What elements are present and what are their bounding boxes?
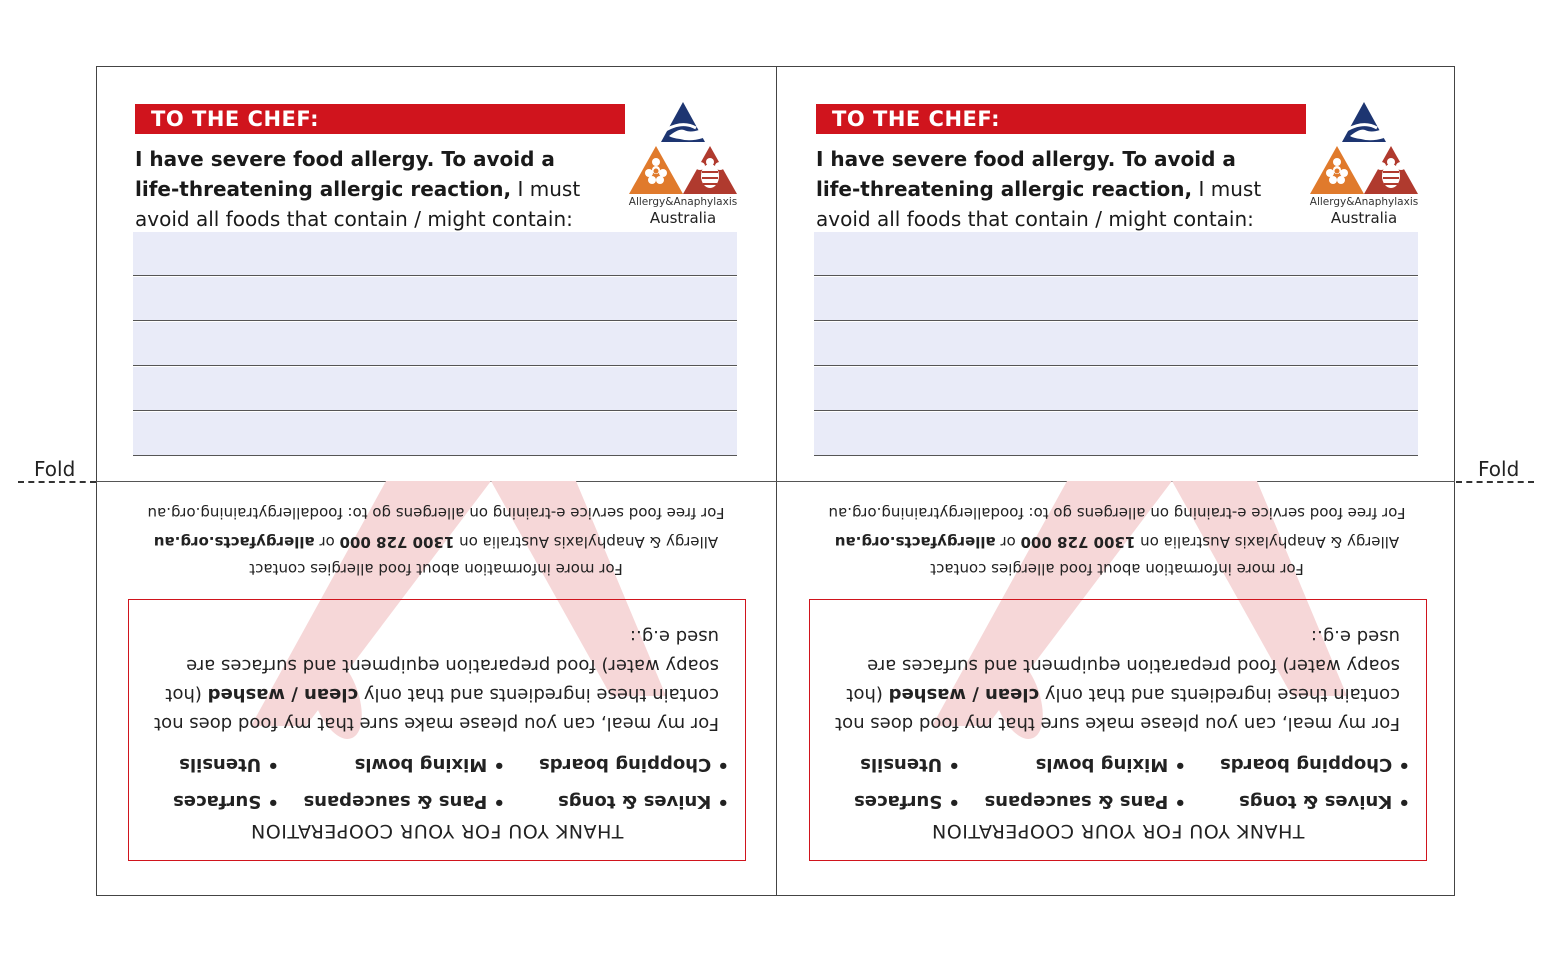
contact-info <box>777 533 1457 551</box>
allergen-line[interactable] <box>814 277 1418 321</box>
training-info: For free food service e-training on allergens go to: foodallergytraining.org.au <box>147 504 725 522</box>
thank-you-heading: THANK YOU FOR YOUR COOPERATION <box>931 820 1305 842</box>
more-info: For more information about food allergies contact <box>930 560 1304 578</box>
fold-label-right: Fold <box>1478 457 1520 481</box>
bullet-item: • Chopping boards <box>539 754 729 775</box>
chef-instructions-box <box>128 599 746 861</box>
chef-card-right <box>777 66 1457 896</box>
logo-triangles-icon <box>624 98 742 198</box>
contact-prefix: Allergy & Anaphylaxis Australia on <box>454 533 719 551</box>
bullet-item: • Mixing bowls <box>1035 754 1186 775</box>
website: allergyfacts.org.au <box>153 533 315 551</box>
allergen-line[interactable] <box>133 232 737 276</box>
bullet-item: • Surfaces <box>853 791 960 812</box>
bullet-text: Pans & saucepans <box>984 791 1169 812</box>
bullet-text: Chopping boards <box>539 754 712 775</box>
allergy-anaphylaxis-logo <box>624 98 742 230</box>
website: allergyfacts.org.au <box>834 533 996 551</box>
chef-card-left <box>96 66 776 896</box>
contact-or: or <box>995 533 1021 551</box>
intro-rest: I must avoid all foods that contain / might contain: <box>135 177 581 231</box>
para-part-a: For my meal, can you please make sure that my food does not contain these ingredients and that only <box>154 684 719 734</box>
bullet-text: Mixing bowls <box>354 754 488 775</box>
allergen-writing-lines <box>814 232 1418 457</box>
para-part-b: (hot soapy water) food preparation equipment and surfaces are used e.g.: <box>846 626 1400 705</box>
bullet-text: Chopping boards <box>1220 754 1393 775</box>
upside-down-section <box>96 481 776 896</box>
allergen-line[interactable] <box>814 412 1418 456</box>
fold-dash-right <box>1456 481 1534 483</box>
bullet-item: • Pans & saucepans <box>984 791 1186 812</box>
bullet-text: Mixing bowls <box>1035 754 1169 775</box>
contact-info <box>96 533 776 551</box>
bullet-item: • Chopping boards <box>1220 754 1410 775</box>
intro-bold: I have severe food allergy. To avoid a life-threatening allergic reaction, <box>135 147 555 201</box>
logo-triangles-icon <box>1305 98 1423 198</box>
contact-or: or <box>314 533 340 551</box>
allergen-line[interactable] <box>814 367 1418 411</box>
logo-text-bottom: Australia <box>1330 209 1398 227</box>
para-part-b: (hot soapy water) food preparation equipment and surfaces are used e.g.: <box>165 626 719 705</box>
thank-you-heading: THANK YOU FOR YOUR COOPERATION <box>250 820 624 842</box>
bullet-text: Utensils <box>179 754 262 775</box>
contact-prefix: Allergy & Anaphylaxis Australia on <box>1135 533 1400 551</box>
para-bold: clean / washed <box>888 684 1040 705</box>
allergen-line[interactable] <box>814 232 1418 276</box>
para-part-a: For my meal, can you please make sure that my food does not contain these ingredients and that only <box>835 684 1400 734</box>
allergen-line[interactable] <box>133 412 737 456</box>
bullet-item: • Utensils <box>860 754 960 775</box>
bullet-text: Knives & tongs <box>558 791 712 812</box>
intro-rest: I must avoid all foods that contain / might contain: <box>816 177 1262 231</box>
allergen-writing-lines <box>133 232 737 457</box>
allergy-anaphylaxis-logo <box>1305 98 1423 230</box>
intro-text <box>135 144 605 234</box>
header-bar: TO THE CHEF: <box>816 104 1306 134</box>
allergen-line[interactable] <box>133 277 737 321</box>
bullet-item: • Knives & tongs <box>1239 791 1410 812</box>
fold-dash-left <box>18 481 96 483</box>
allergen-line[interactable] <box>133 322 737 366</box>
bullet-text: Pans & saucepans <box>303 791 488 812</box>
upside-down-section <box>777 481 1457 896</box>
bullet-item: • Pans & saucepans <box>303 791 505 812</box>
bullet-text: Surfaces <box>172 791 262 812</box>
intro-text <box>816 144 1286 234</box>
header-bar: TO THE CHEF: <box>135 104 625 134</box>
para-bold: clean / washed <box>207 684 359 705</box>
bullet-text: Surfaces <box>853 791 943 812</box>
chef-instructions-box <box>809 599 1427 861</box>
lower-half <box>96 481 776 896</box>
logo-text-top: Allergy&Anaphylaxis <box>1309 196 1419 208</box>
instructions-paragraph <box>149 622 719 738</box>
bullet-item: • Surfaces <box>172 791 279 812</box>
lower-half <box>777 481 1457 896</box>
bullet-item: • Knives & tongs <box>558 791 729 812</box>
bullet-text: Utensils <box>860 754 943 775</box>
logo-text-bottom: Australia <box>649 209 717 227</box>
intro-bold: I have severe food allergy. To avoid a life-threatening allergic reaction, <box>816 147 1236 201</box>
fold-label-left: Fold <box>34 457 76 481</box>
instructions-paragraph <box>830 622 1400 738</box>
bullet-item: • Utensils <box>179 754 279 775</box>
allergen-line[interactable] <box>814 322 1418 366</box>
training-info: For free food service e-training on allergens go to: foodallergytraining.org.au <box>828 504 1406 522</box>
phone-number: 1300 728 000 <box>1020 533 1136 551</box>
bullet-item: • Mixing bowls <box>354 754 505 775</box>
phone-number: 1300 728 000 <box>339 533 455 551</box>
bullet-text: Knives & tongs <box>1239 791 1393 812</box>
allergen-line[interactable] <box>133 367 737 411</box>
logo-text-top: Allergy&Anaphylaxis <box>628 196 738 208</box>
more-info: For more information about food allergies contact <box>249 560 623 578</box>
